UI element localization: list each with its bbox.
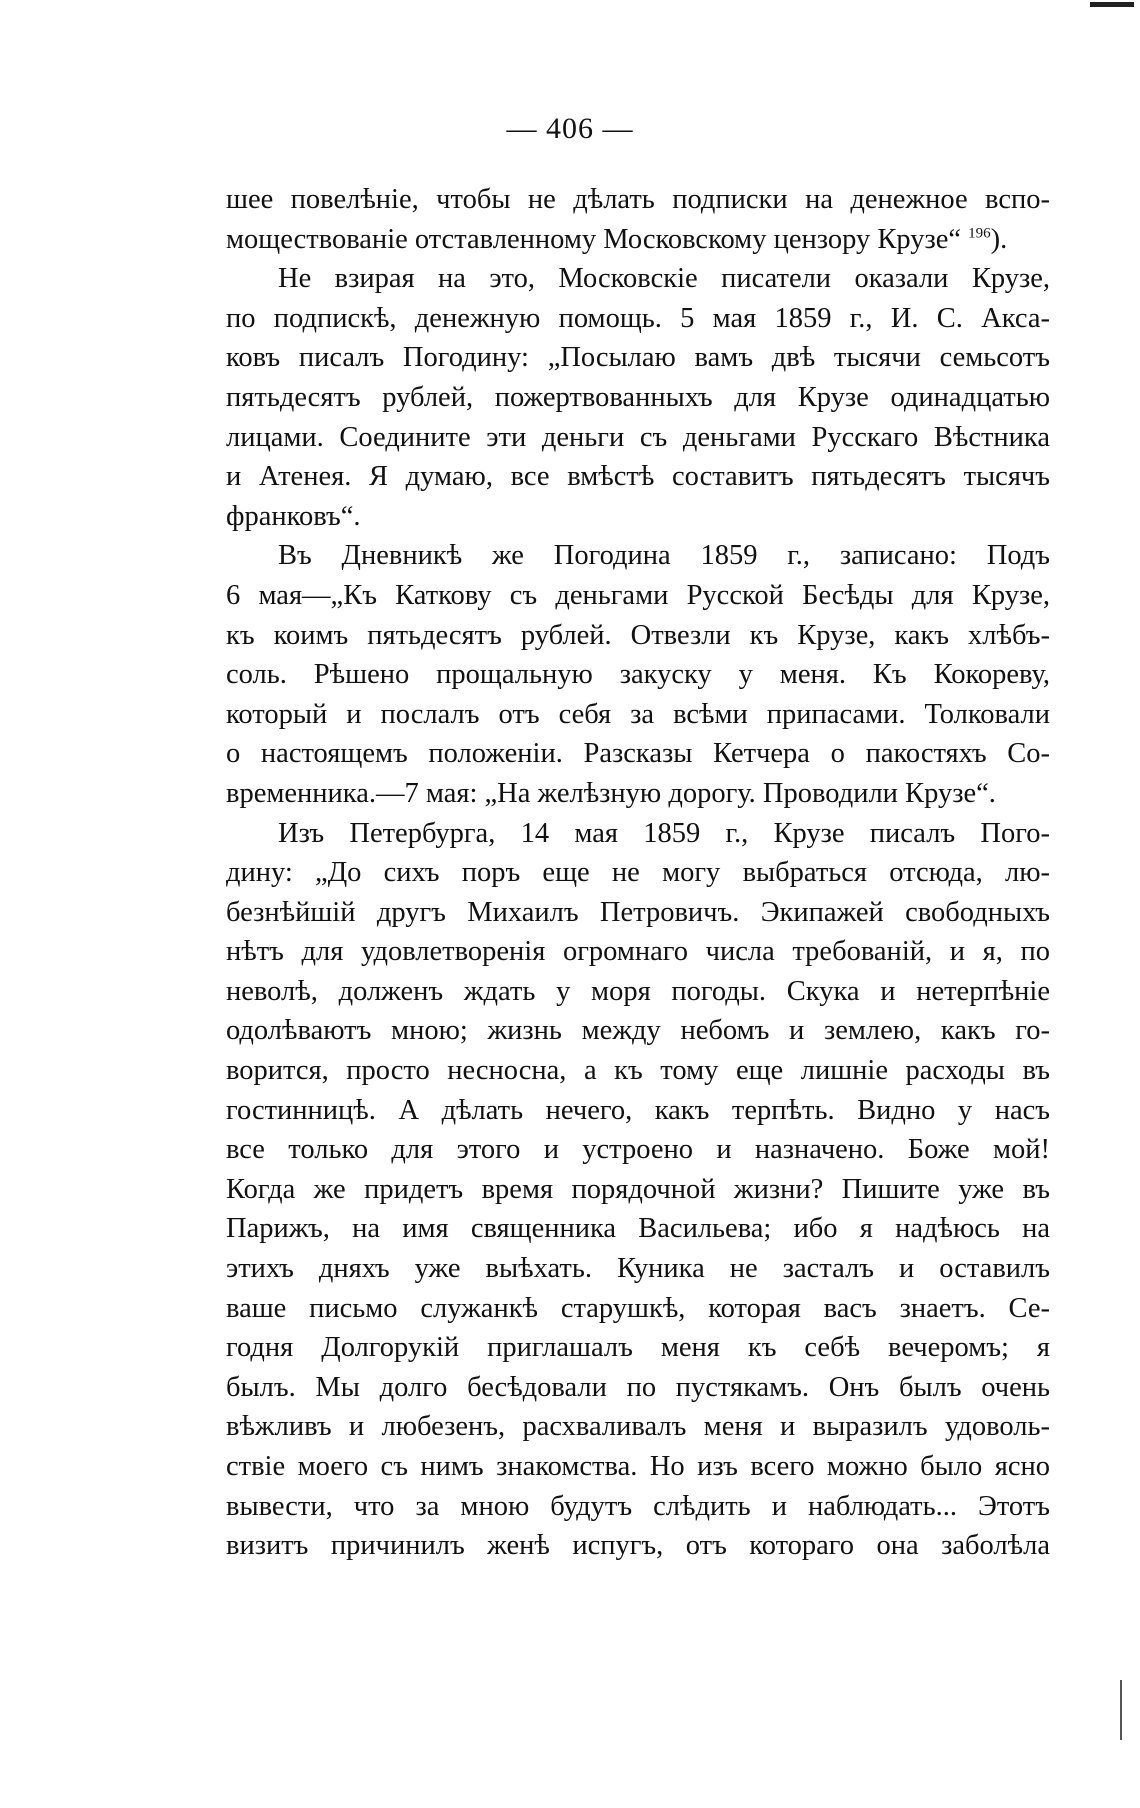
footnote-ref: 196 xyxy=(968,225,991,242)
text-line-3: Не взирая на это, Московскіе писатели оказали Крузе, xyxy=(278,263,1050,295)
text-line-21: неволѣ, долженъ ждать у моря погоды. Скука и нетерпѣніе xyxy=(226,975,1050,1007)
text-line-11: 6 мая—„Къ Каткову съ деньгами Русской Бесѣды для Крузе, xyxy=(226,579,1050,611)
text-line-4: по подпискѣ, денежную помощь. 5 мая 1859 г., И. С. Акса- xyxy=(226,302,1050,334)
text-line-34: вывести, что за мною будутъ слѣдить и наблюдать... Этотъ xyxy=(226,1490,1050,1522)
text-line-13: соль. Рѣшено прощальную закуску у меня. Къ Кокореву, xyxy=(226,659,1050,691)
text-line-28: этихъ дняхъ уже выѣхать. Куника не засталъ и оставилъ xyxy=(226,1253,1050,1285)
text-line-10: Въ Дневникѣ же Погодина 1859 г., записано: Подъ xyxy=(278,540,1050,572)
text-line-1: шее повелѣніе, чтобы не дѣлать подписки на денежное вспо- xyxy=(226,184,1050,215)
text-line-9: франковъ“. xyxy=(226,500,361,532)
text-line-18: дину: „До сихъ поръ еще не могу выбраться отсюда, лю- xyxy=(226,857,1050,889)
text-line-30: годня Долгорукій приглашалъ меня къ себѣ вечеромъ; я xyxy=(226,1332,1050,1364)
page-number: — 406 — xyxy=(506,112,634,145)
text-line-20: нѣтъ для удовлетворенія огромнаго числа требованій, и я, по xyxy=(226,936,1050,968)
text-line-31: былъ. Мы долго бесѣдовали по пустякамъ. Онъ былъ очень xyxy=(226,1371,1050,1403)
text-line-33: ствіе моего съ нимъ знакомства. Но изъ всего можно было ясно xyxy=(226,1451,1050,1482)
text-line-35: визитъ причинилъ женѣ испугъ, отъ котораго она заболѣла xyxy=(226,1530,1050,1562)
text-line-15: о настоящемъ положеніи. Разсказы Кетчера о пакостяхъ Со- xyxy=(226,738,1050,770)
text-line-26: Когда же придетъ время порядочной жизни? Пишите уже въ xyxy=(226,1173,1050,1205)
text-line-19: безнѣйшій другъ Михаилъ Петровичъ. Экипажей свободныхъ xyxy=(226,896,1050,928)
text-line-2-content: моществованіе отставленному Московскому цензору Крузе“ xyxy=(226,223,962,255)
text-line-27: Парижъ, на имя священника Васильева; ибо я надѣюсь на xyxy=(226,1213,1050,1245)
text-line-25: все только для этого и устроено и назначено. Боже мой! xyxy=(226,1134,1050,1166)
text-line-6: пятьдесятъ рублей, пожертвованныхъ для Крузе одинадцатью xyxy=(226,381,1050,413)
text-line-16: временника.—7 мая: „На желѣзную дорогу. Проводили Крузе“. xyxy=(226,777,996,809)
text-line-12: къ коимъ пятьдесятъ рублей. Отвезли къ Крузе, какъ хлѣбъ- xyxy=(226,619,1050,651)
footnote-close: ). xyxy=(990,223,1008,255)
text-line-14: который и послалъ отъ себя за всѣми припасами. Толковали xyxy=(226,698,1050,730)
text-line-17: Изъ Петербурга, 14 мая 1859 г., Крузе писалъ Пого- xyxy=(278,817,1050,849)
scan-edge-mark xyxy=(1090,2,1134,7)
text-line-22: одолѣваютъ мною; жизнь между небомъ и землею, какъ го- xyxy=(226,1015,1050,1047)
text-line-29: ваше письмо служанкѣ старушкѣ, которая васъ знаетъ. Се- xyxy=(226,1292,1050,1324)
text-line-23: ворится, просто несносна, а къ тому еще лишніе расходы въ xyxy=(226,1055,1050,1087)
text-line-8: и Атенея. Я думаю, все вмѣстѣ составитъ пятьдесятъ тысячъ xyxy=(226,461,1050,493)
text-line-2 xyxy=(226,220,1050,260)
text-line-7: лицами. Соедините эти деньги съ деньгами Русскаго Вѣстника xyxy=(226,421,1050,453)
text-line-5: ковъ писалъ Погодину: „Посылаю вамъ двѣ тысячи семьсотъ xyxy=(226,342,1050,374)
scan-edge-line xyxy=(1120,1680,1122,1740)
body-text xyxy=(226,180,1050,1566)
text-line-24: гостинницѣ. А дѣлать нечего, какъ терпѣть. Видно у насъ xyxy=(226,1094,1050,1126)
text-line-32: вѣжливъ и любезенъ, расхваливалъ меня и выразилъ удоволь- xyxy=(226,1411,1050,1443)
